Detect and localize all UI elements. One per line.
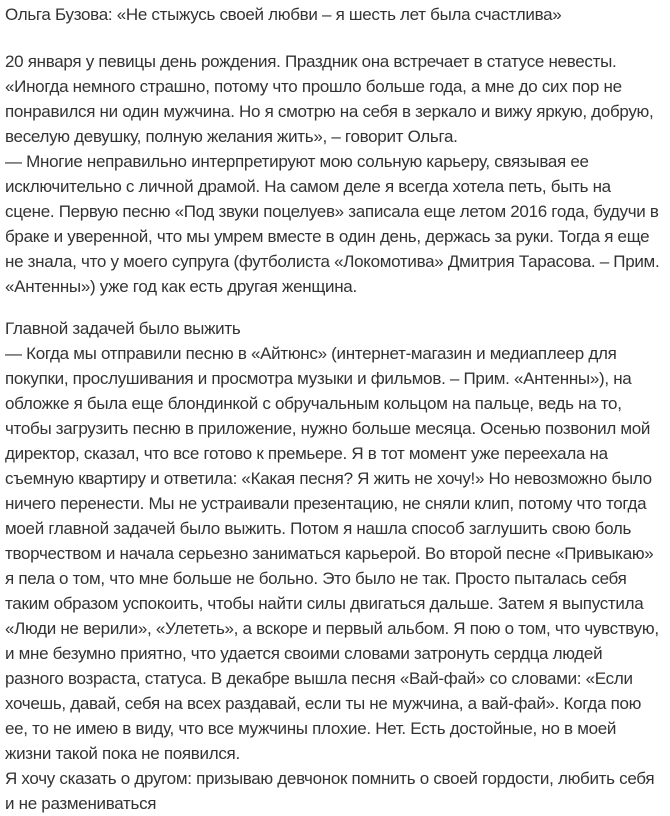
article-paragraph-quote-songs: — Когда мы отправили песню в «Айтюнс» (интернет-магазин и медиаплеер для покупки, прослушивания и просмотра музыки и фильмов. – Прим. «Антенны»), на обложке я была еще блондинкой с обручальным кольцом на пальце, ведь на то, чтобы загрузить песню в приложение, нужно больше месяца. Осенью позвонил мой директор, сказал, что все готово к премьере. Я в тот момент уже переехала на съемную квартиру и ответила: «Какая песня? Я жить не хочу!» Но невозможно было ничего перенести. Мы не устраивали презентацию, не сняли клип, потому что тогда моей главной задачей было выжить. Потом я нашла способ заглушить свою боль творчеством и начала серьезно заниматься карьерой. Во второй песне «Привыкаю» я пела о том, что мне больше не больно. Это было не так. Просто пыталась себя таким образом успокоить, чтобы найти силы двигаться дальше. Затем я выпустила «Люди не верили», «Улететь», а вскоре и первый альбом. Я пою о том, что чувствую, и мне безумно приятно, что удается своими словами затронуть сердца людей разного возраста, статуса. В декабре вышла песня «Вай-фай» со словами: «Если хочешь, давай, себя на всех раздавай, если ты не мужчина, а вай-фай». Когда пою ее, то не имею в виду, что все мужчины плохие. Нет. Есть достойные, но в моей жизни такой пока не появился. [5, 344, 659, 763]
article-paragraph-quote-career: — Многие неправильно интерпретируют мою сольную карьеру, связывая ее исключительно с личной драмой. На самом деле я всегда хотела петь, быть на сцене. Первую песню «Под звуки поцелуев» записала еще летом 2016 года, будучи в браке и уверенной, что мы умрем вместе в один день, держась за руки. Тогда я еще не знала, что у моего супруга (футболиста «Локомотива» Дмитрия Тарасова. – Прим. «Антенны») уже год как есть другая женщина. [5, 152, 660, 296]
article-title: Ольга Бузова: «Не стыжусь своей любви – я шесть лет была счастлива» [5, 5, 562, 24]
article-paragraph-closing: Я хочу сказать о другом: призываю девчонок помнить о своей гордости, любить себя и не размениваться [5, 769, 655, 813]
article-subheading: Главной задачей было выжить [5, 319, 241, 338]
article-paragraph-lead: 20 января у певицы день рождения. Праздник она встречает в статусе невесты. «Иногда немного страшно, потому что прошло больше года, а мне до сих пор не понравился ни один мужчина. Но я смотрю на себя в зеркало и вижу яркую, добрую, веселую девушку, полную желания жить», – говорит Ольга. [5, 52, 654, 146]
